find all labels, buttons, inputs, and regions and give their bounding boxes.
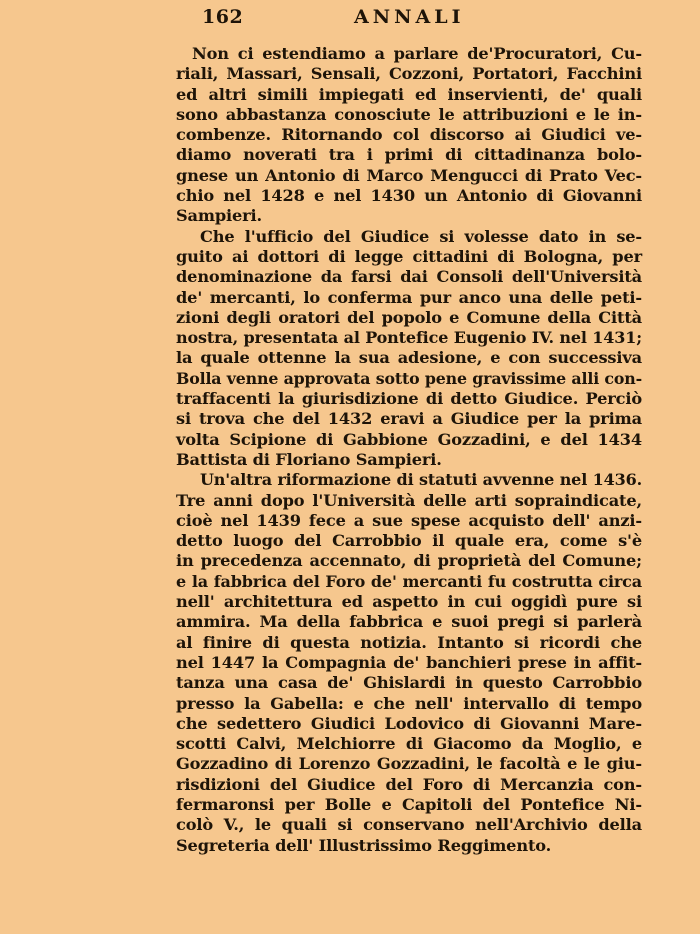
text-line: cioè nel 1439 fece a sue spese acquisto dell' anzi- [176,510,642,530]
paragraph [176,470,642,856]
text-line: risdizioni del Giudice del Foro di Mercanzia con- [176,774,642,794]
text-line: la quale ottenne la sua adesione, e con successiva [176,348,642,368]
text-line: che sedettero Giudici Lodovico di Giovanni Mare- [176,713,642,733]
text-line: riali, Massari, Sensali, Cozzoni, Portatori, Facchini [176,64,642,84]
text-line: nell' architettura ed aspetto in cui oggidì pure si [176,592,642,612]
text-line: ammira. Ma della fabbrica e suoi pregi si parlerà [176,612,642,632]
text-line: fermaronsi per Bolle e Capitoli del Pontefice Ni- [176,794,642,814]
text-line: detto luogo del Carrobbio il quale era, come s'è [176,531,642,551]
text-line: de' mercanti, lo conferma pur anco una delle peti- [176,287,642,307]
text-line: gnese un Antonio di Marco Mengucci di Prato Vec- [176,165,642,185]
text-line: ed altri simili impiegati ed inservienti, de' quali [176,84,642,104]
text-line: guito ai dottori di legge cittadini di Bologna, per [176,246,642,266]
text-line: diamo noverati tra i primi di cittadinanza bolo- [176,145,642,165]
text-line: traffacenti la giurisdizione di detto Giudice. Perciò [176,389,642,409]
text-line: in precedenza accennato, di proprietà del Comune; [176,551,642,571]
text-line: si trova che del 1432 eravi a Giudice per la prima [176,409,642,429]
text-line: denominazione da farsi dai Consoli dell'Università [176,267,642,287]
text-line: volta Scipione di Gabbione Gozzadini, e del 1434 [176,429,642,449]
body-text [176,44,642,856]
text-line: tanza una casa de' Ghislardi in questo Carrobbio [176,673,642,693]
page-number: 162 [202,6,244,28]
text-line: al finire di questa notizia. Intanto si ricordi che [176,632,642,652]
paragraph [176,227,642,471]
text-line: scotti Calvi, Melchiorre di Giacomo da Moglio, e [176,734,642,754]
text-line: combenze. Ritornando col discorso ai Giudici ve- [176,125,642,145]
text-line: zioni degli oratori del popolo e Comune della Città [176,307,642,327]
text-line: Battista di Floriano Sampieri. [176,449,442,469]
page-header [202,6,502,30]
text-line: Non ci estendiamo a parlare de'Procuratori, Cu- [192,44,642,63]
text-line: chio nel 1428 e nel 1430 un Antonio di Giovanni [176,186,642,206]
text-line: presso la Gabella: e che nell' intervallo di tempo [176,693,642,713]
text-line: e la fabbrica del Foro de' mercanti fu costrutta circa [176,571,642,591]
text-line: Un'altra riformazione di statuti avvenne nel 1436. [200,470,642,490]
text-line: colò V., le quali si conservano nell'Archivio della [176,815,642,835]
paragraph [176,44,642,227]
text-line: Bolla venne approvata sotto pene gravissime alli con- [176,368,643,388]
text-line: Sampieri. [176,206,263,226]
running-head: ANNALI [354,6,465,28]
text-line: sono abbastanza conosciute le attribuzioni e le in- [176,104,642,124]
text-line: Gozzadino di Lorenzo Gozzadini, le facoltà e le giu- [176,754,642,774]
text-line: Tre anni dopo l'Università delle arti sopraindicate, [176,490,642,510]
text-line: nel 1447 la Compagnia de' banchieri prese in affit- [176,652,642,672]
text-line: Segreteria dell' Illustrissimo Reggimento. [176,835,552,855]
text-line: nostra, presentata al Pontefice Eugenio IV. nel 1431; [176,328,642,348]
text-line: Che l'ufficio del Giudice si volesse dato in se- [200,226,642,246]
